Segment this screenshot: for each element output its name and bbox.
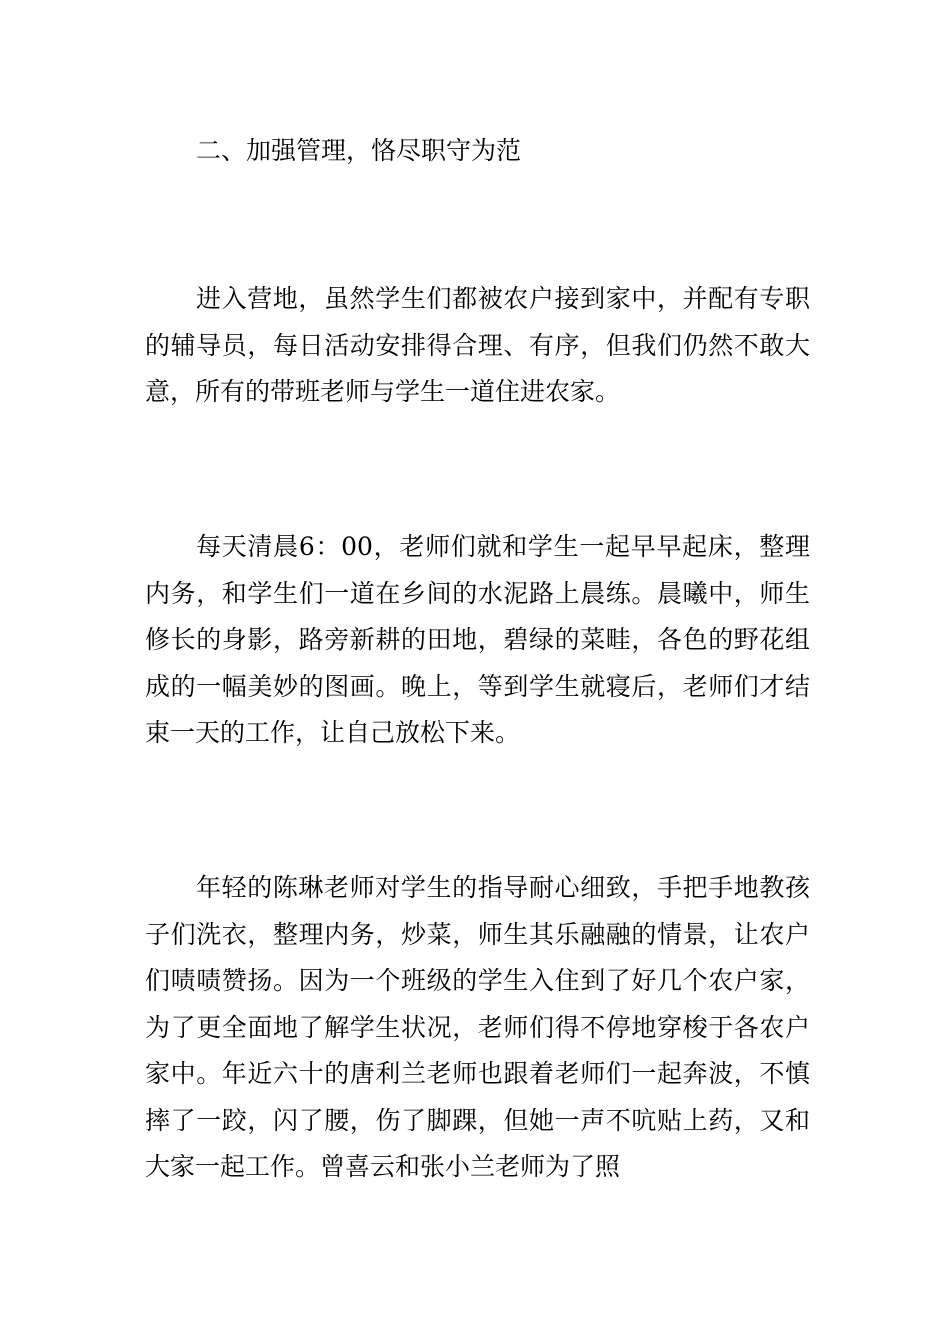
paragraph-1: 进入营地，虽然学生们都被农户接到家中，并配有专职的辅导员，每日活动安排得合理、有序，但我们仍然不敢大意，所有的带班老师与学生一道住进农家。 [145,284,810,406]
section-heading: 二、加强管理，恪尽职守为范 [196,136,522,165]
paragraph-2: 每天清晨6：00，老师们就和学生一起早早起床，整理内务，和学生们一道在乡间的水泥路上晨练。晨曦中，师生修长的身影，路旁新耕的田地，碧绿的菜畦，各色的野花组成的一幅美妙的图画。晚上，等到学生就寝后，老师们才结束一天的工作，让自己放松下来。 [145,532,810,747]
paragraph-3: 年轻的陈琳老师对学生的指导耐心细致，手把手地教孩子们洗衣，整理内务，炒菜，师生其乐融融的情景，让农户们啧啧赞扬。因为一个班级的学生入住到了好几个农户家，为了更全面地了解学生状况，老师们得不停地穿梭于各农户家中。年近六十的唐利兰老师也跟着老师们一起奔波，不慎摔了一跤，闪了腰，伤了脚踝，但她一声不吭贴上药，又和大家一起工作。曾喜云和张小兰老师为了照 [145,873,810,1181]
